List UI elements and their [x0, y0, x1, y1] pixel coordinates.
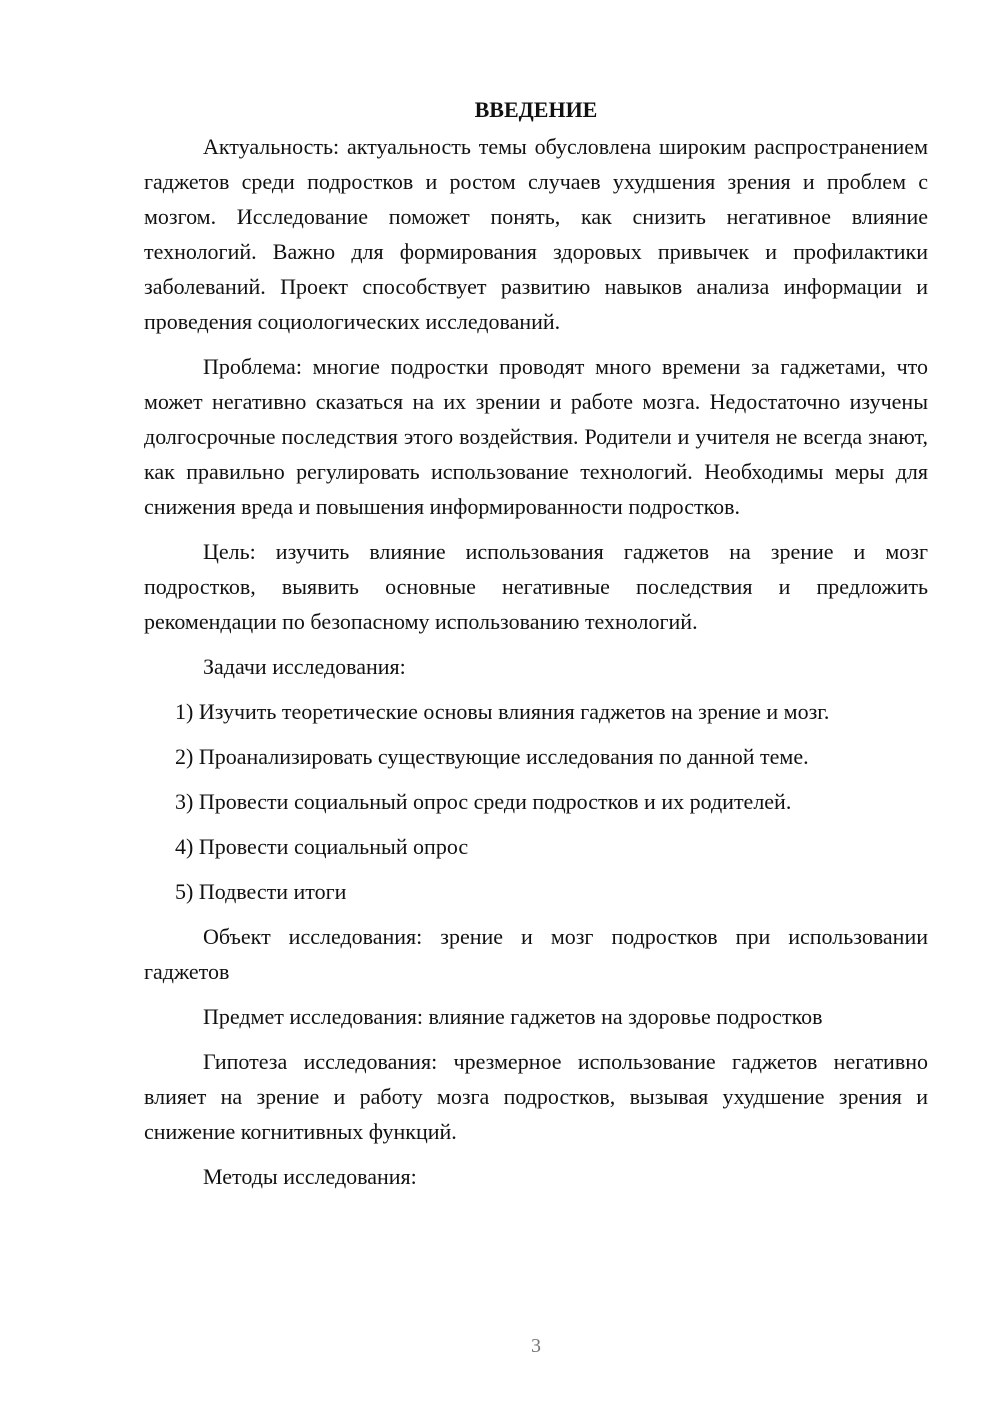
tasks-heading: Задачи исследования:: [203, 654, 406, 679]
methods-heading: Методы исследования:: [203, 1164, 417, 1189]
task-item: 2) Проанализировать существующие исследования по данной теме.: [175, 744, 809, 769]
tasks-list: [144, 694, 928, 909]
task-item: 5) Подвести итоги: [175, 879, 347, 904]
page-number: 3: [531, 1335, 541, 1357]
paragraph-problem: Проблема: многие подростки проводят много времени за гаджетами, что может негативно сказаться на их зрении и работе мозга. Недостаточно изучены долгосрочные последствия этого воздействия. Родители и учителя не всегда знают, как правильно регулировать использование технологий. Необходимы меры для снижения вреда и повышения информированности подростков.: [144, 354, 928, 519]
task-item: 3) Провести социальный опрос среди подростков и их родителей.: [175, 789, 792, 814]
section-title: ВВЕДЕНИЕ: [474, 97, 598, 122]
paragraph-hypothesis: Гипотеза исследования: чрезмерное использование гаджетов негативно влияет на зрение и работу мозга подростков, вызывая ухудшение зрения и снижение когнитивных функций.: [144, 1049, 928, 1144]
page-content: [144, 92, 928, 1194]
paragraph-object: Объект исследования: зрение и мозг подростков при использовании гаджетов: [144, 924, 928, 984]
task-item: 4) Провести социальный опрос: [175, 834, 469, 859]
paragraph-relevance: Актуальность: актуальность темы обусловлена широким распространением гаджетов среди подростков и ростом случаев ухудшения зрения и проблем с мозгом. Исследование поможет понять, как снизить негативное влияние технологий. Важно для формирования здоровых привычек и профилактики заболеваний. Проект способствует развитию навыков анализа информации и проведения социологических исследований.: [144, 134, 928, 334]
task-item: 1) Изучить теоретические основы влияния гаджетов на зрение и мозг.: [175, 699, 830, 724]
paragraph-goal: Цель: изучить влияние использования гаджетов на зрение и мозг подростков, выявить основные негативные последствия и предложить рекомендации по безопасному использованию технологий.: [144, 539, 928, 634]
paragraph-subject: Предмет исследования: влияние гаджетов на здоровье подростков: [203, 1004, 823, 1029]
